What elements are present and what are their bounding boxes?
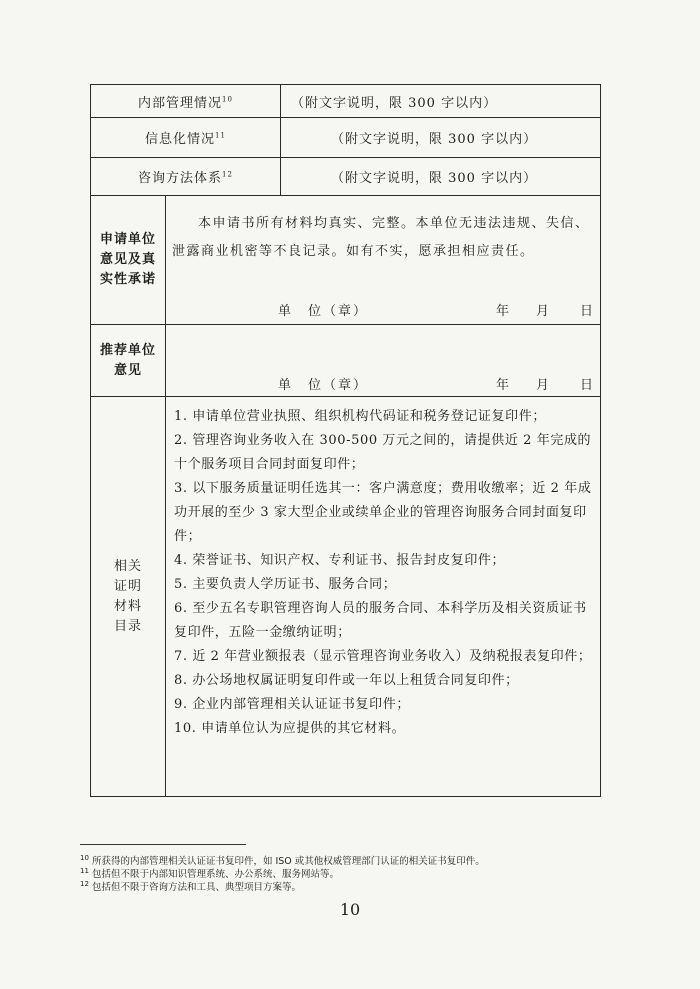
- footnote-separator: [80, 844, 246, 845]
- materials-list: [166, 397, 601, 797]
- internal-management-value: （附文字说明，限 300 字以内）: [281, 85, 601, 118]
- recommender-signature-line: [166, 374, 600, 393]
- list-item: 10. 申请单位认为应提供的其它材料。: [174, 721, 406, 736]
- footnote-10: $^{10}$ 所获得的内部管理相关认证证书复印件，如 ISO 或其他权威管理部门认证的相关证书复印件。: [80, 854, 485, 868]
- applicant-year-label: 年: [496, 304, 512, 319]
- list-item: 8. 办公场地权属证明复印件或一年以上租赁合同复印件；: [174, 673, 519, 688]
- recommender-seal-label: 单 位（章）: [278, 378, 369, 393]
- footnote-ref: 11: [215, 131, 226, 140]
- recommender-month-label: 月: [536, 378, 552, 393]
- row-method-system: [91, 158, 601, 196]
- footnote-ref: 12: [222, 170, 233, 179]
- list-item: 3. 以下服务质量证明任选其一：客户满意度；费用收缴率；近 2 年成功开展的至少 3 家大型企业或续单企业的管理咨询服务合同封面复印件；: [174, 481, 592, 544]
- informatization-label: 信息化情况$^{11}$: [91, 118, 281, 158]
- list-item: 5. 主要负责人学历证书、服务合同；: [174, 577, 397, 592]
- applicant-seal-label: 单 位（章）: [278, 304, 369, 319]
- row-internal-management: [91, 85, 601, 118]
- recommender-opinion-label: 推荐单位 意见: [91, 325, 166, 397]
- applicant-statement-cell: [166, 196, 601, 325]
- application-form-table: [90, 84, 601, 797]
- page-number: 10: [339, 900, 361, 919]
- recommender-year-label: 年: [496, 378, 512, 393]
- row-recommender-opinion: [91, 325, 601, 397]
- applicant-month-label: 月: [536, 304, 552, 319]
- row-applicant-statement: [91, 196, 601, 325]
- footnote-12: $^{12}$ 包括但不限于咨询方法和工具、典型项目方案等。: [80, 880, 301, 894]
- applicant-signature-line: [166, 300, 600, 319]
- method-system-value: （附文字说明，限 300 字以内）: [281, 158, 601, 196]
- method-system-label: 咨询方法体系$^{12}$: [91, 158, 281, 196]
- row-informatization: [91, 118, 601, 158]
- list-item: 4. 荣誉证书、知识产权、专利证书、报告封皮复印件；: [174, 553, 506, 568]
- list-item: 1. 申请单位营业执照、组织机构代码证和税务登记证复印件；: [174, 409, 546, 424]
- list-item: 6. 至少五名专职管理咨询人员的服务合同、本科学历及相关资质证书复印件，五险一金缴纳证明；: [174, 601, 587, 640]
- informatization-value: （附文字说明，限 300 字以内）: [281, 118, 601, 158]
- internal-management-label: 内部管理情况$^{10}$: [91, 85, 281, 118]
- applicant-day-label: 日: [580, 304, 596, 319]
- row-supporting-materials: [91, 397, 601, 797]
- materials-label: 相关 证明 材料 目录: [91, 397, 166, 797]
- applicant-opinion-label: 申请单位 意见及真 实性承诺: [91, 196, 166, 325]
- recommender-opinion-cell: [166, 325, 601, 397]
- list-item: 2. 管理咨询业务收入在 300-500 万元之间的，请提供近 2 年完成的十个服务项目合同封面复印件；: [174, 433, 592, 472]
- recommender-day-label: 日: [580, 378, 596, 393]
- list-item: 9. 企业内部管理相关认证证书复印件；: [174, 697, 410, 712]
- list-item: 7. 近 2 年营业额报表（显示管理咨询业务收入）及纳税报表复印件；: [174, 649, 592, 664]
- footnote-ref: 10: [222, 95, 233, 104]
- applicant-statement-text: 本申请书所有材料均真实、完整。本单位无违法违规、失信、泄露商业机密等不良记录。如有不实，愿承担相应责任。: [172, 216, 590, 259]
- footnote-11: $^{11}$ 包括但不限于内部知识管理系统、办公系统、服务网站等。: [80, 867, 339, 881]
